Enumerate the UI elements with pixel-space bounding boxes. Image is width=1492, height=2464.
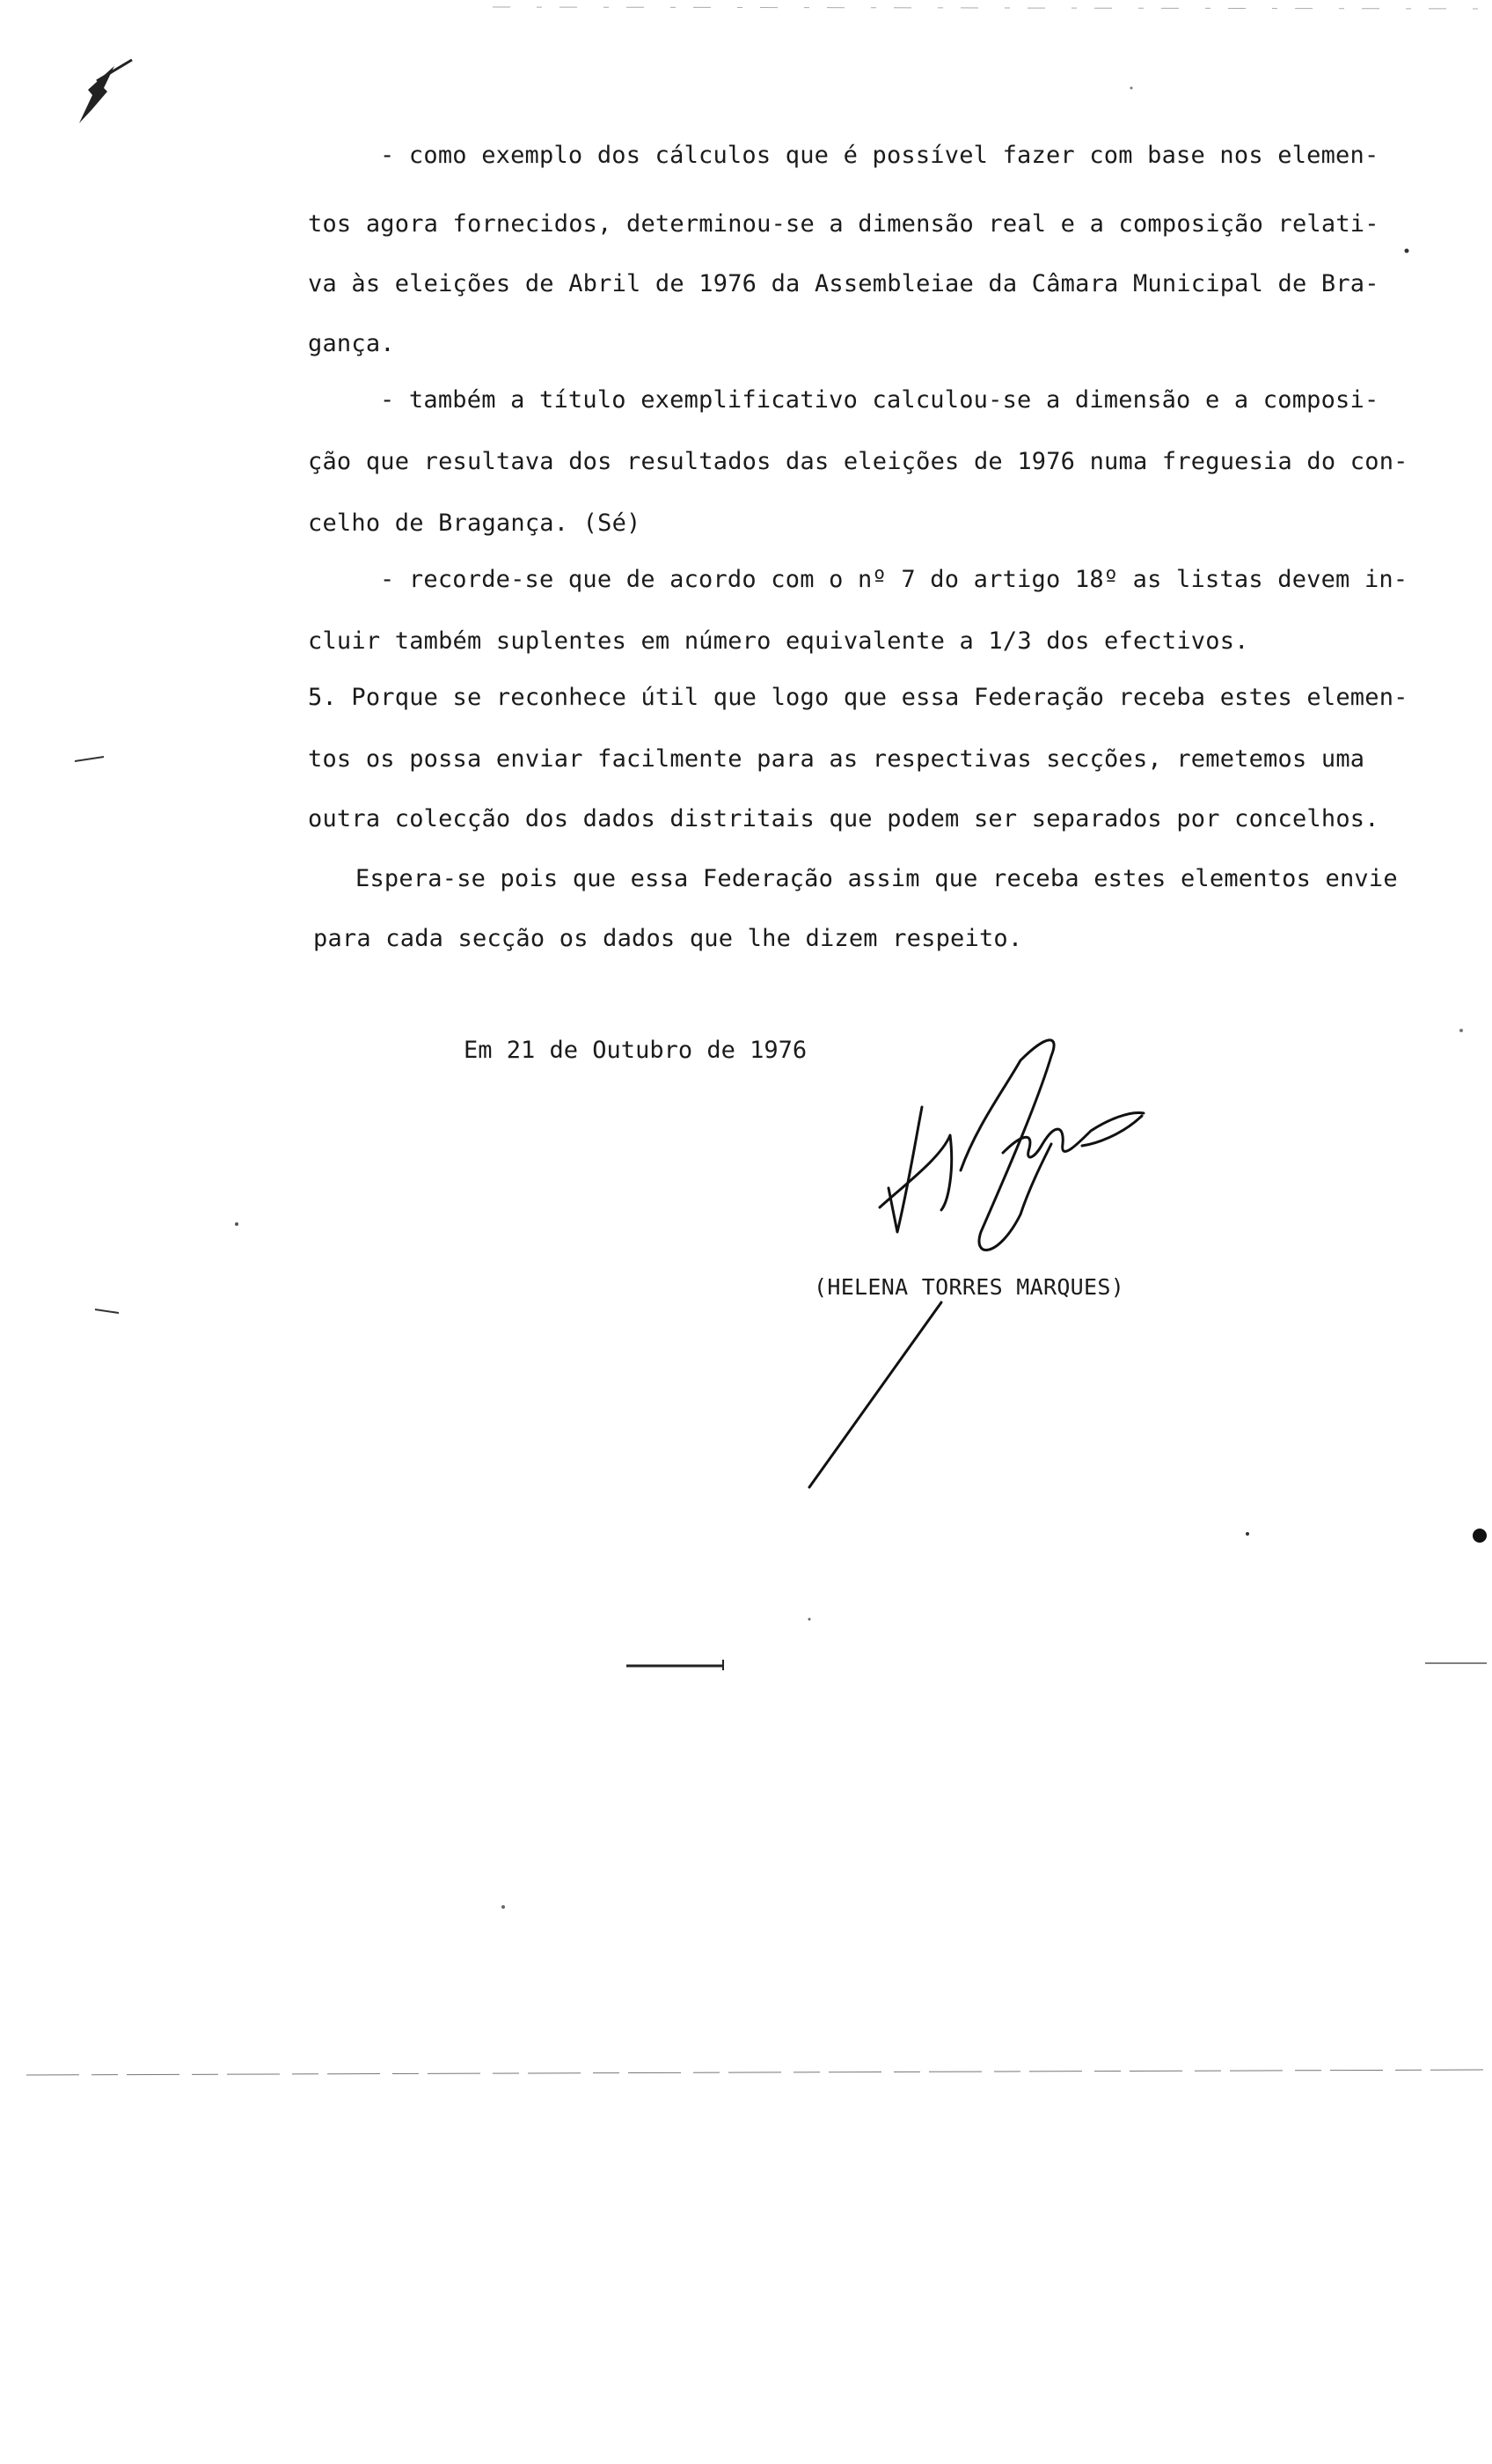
handwritten-signature [809,1040,1144,1487]
scan-artifacts [26,7,1492,2075]
paragraph-5-line-2: para cada secção os dados que lhe dizem respeito. [313,925,1023,952]
paragraph-2-line-1: - também a título exemplificativo calculou-se a dimensão e a composi- [380,386,1379,414]
paragraph-4-line-1: 5. Porque se reconhece útil que logo que essa Federação receba estes elemen- [308,684,1408,711]
paragraph-4-line-3: outra colecção dos dados distritais que podem ser separados por concelhos. [308,805,1379,832]
paragraph-1-line-1: - como exemplo dos cálculos que é possível fazer com base nos elemen- [380,142,1379,169]
date-line: Em 21 de Outubro de 1976 [464,1037,808,1064]
paragraph-1-line-2: tos agora fornecidos, determinou-se a dimensão real e a composição relati- [308,210,1379,238]
signatory-name: (HELENA TORRES MARQUES) [814,1274,1125,1300]
paragraph-3-line-2: cluir também suplentes em número equivalente a 1/3 dos efectivos. [308,627,1249,655]
paragraph-3-line-1: - recorde-se que de acordo com o nº 7 do artigo 18º as listas devem in- [380,566,1408,593]
paragraph-4-line-2: tos os possa enviar facilmente para as respectivas secções, remetemos uma [308,745,1365,773]
paragraph-1-line-3: va às eleições de Abril de 1976 da Assembleiae da Câmara Municipal de Bra- [308,270,1379,297]
paragraph-1-line-4: gança. [308,330,395,357]
paragraph-2-line-2: ção que resultava dos resultados das eleições de 1976 numa freguesia do con- [308,448,1408,475]
paragraph-5-line-1: Espera-se pois que essa Federação assim que receba estes elementos envie [355,865,1398,892]
paragraph-2-line-3: celho de Bragança. (Sé) [308,510,641,537]
